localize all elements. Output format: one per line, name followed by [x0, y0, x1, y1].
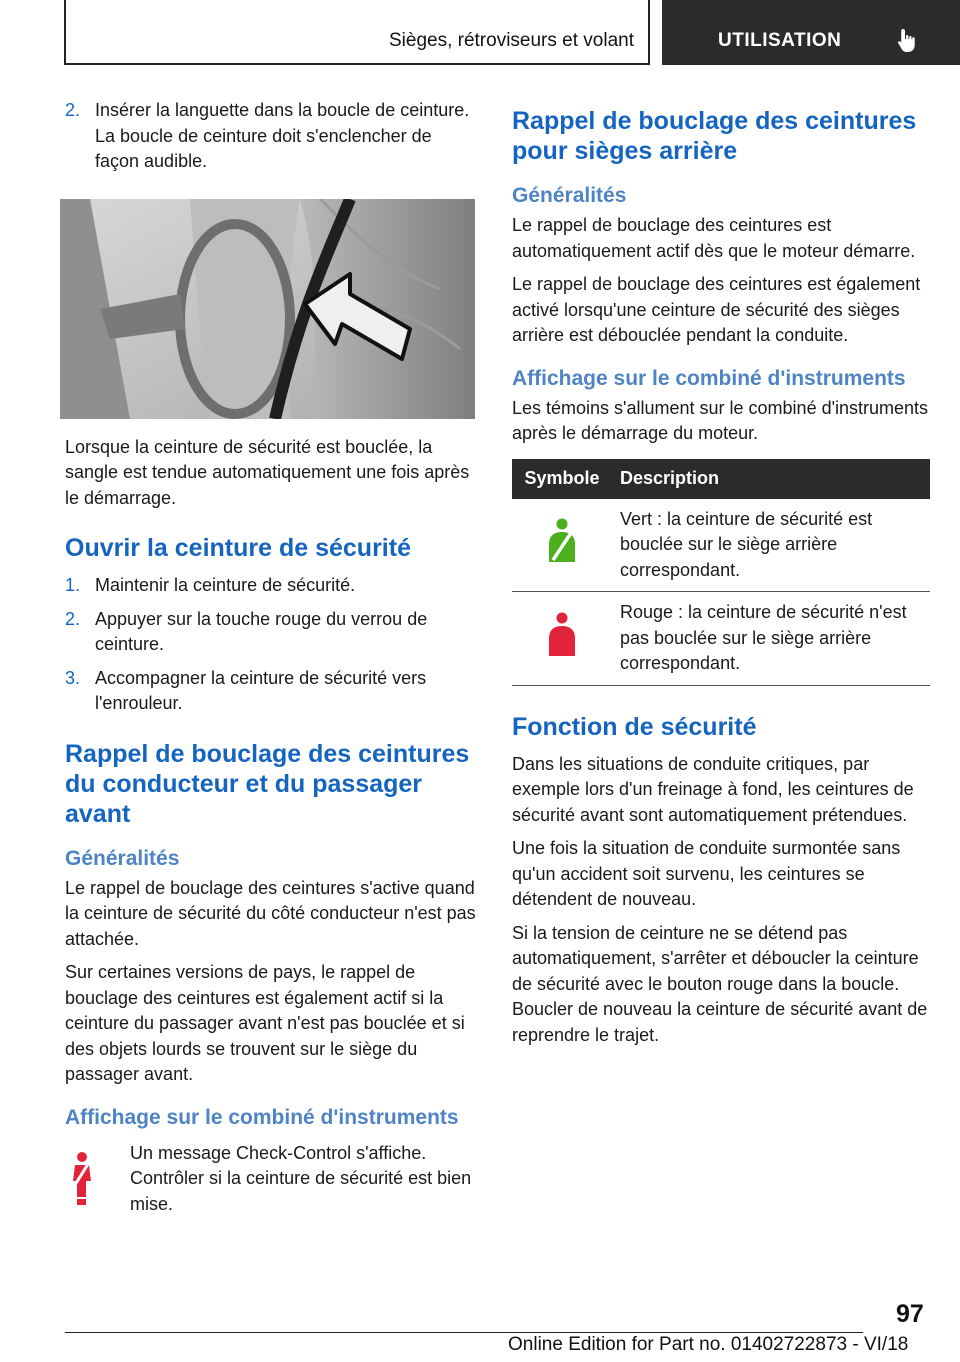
- step-text: Maintenir la ceinture de sécurité.: [95, 575, 356, 595]
- red-seatbelt-unfastened-icon: [545, 612, 579, 658]
- header-chapter-tab[interactable]: [662, 0, 960, 65]
- header-rule: [65, 63, 650, 65]
- header-section-title: Sièges, rétroviseurs et volant: [388, 30, 634, 51]
- safety-paragraph-1: Dans les situations de conduite critiques, par exemple lors d'un freinage à fond, les ceintures de sécurité avant sont automatiquement prétendues.: [512, 753, 914, 825]
- safety-paragraph-2: Une fois la situation de conduite surmontée sans qu'un accident soit survenu, les ceintures se détendent de nouveau.: [512, 838, 901, 909]
- table-row: [512, 592, 930, 686]
- step-number: 2.: [65, 100, 81, 120]
- safety-paragraph-3: Si la tension de ceinture ne se détend pas automatiquement, s'arrêter et déboucler la ceinture de sécurité avec le bouton rouge dans la boucle. Boucler de nouveau la ceinture de sécurité avant de reprendre le trajet.: [512, 922, 928, 1045]
- front-general-heading: Généralités: [65, 846, 180, 870]
- symbol-cell: [512, 592, 612, 686]
- insert-step: [65, 98, 480, 175]
- step-text: Insérer la languette dans la boucle de ceinture. La boucle de ceinture doit s'enclencher de façon audible.: [95, 100, 470, 171]
- symbol-cell: [512, 499, 612, 592]
- right-column: [512, 98, 930, 1056]
- front-general-paragraph-1: Le rappel de bouclage des ceintures s'active quand la ceinture de sécurité du côté conducteur n'est pas attachée.: [65, 877, 476, 949]
- open-step: [65, 607, 480, 658]
- icon-cell: [65, 1141, 130, 1218]
- symbol-table: [512, 459, 930, 686]
- step-number: 2.: [65, 608, 81, 629]
- description-cell: Rouge : la ceinture de sécurité n'est pas bouclée sur le siège arrière correspondant.: [612, 592, 930, 686]
- description-cell: Vert : la ceinture de sécurité est bouclée sur le siège arrière correspondant.: [612, 499, 930, 592]
- table-header-row: [512, 459, 930, 499]
- red-seatbelt-warning-icon: [65, 1151, 95, 1207]
- rear-general-heading: Généralités: [512, 184, 627, 207]
- step-number: 3.: [65, 667, 81, 688]
- footer-rule: [65, 1332, 863, 1333]
- hand-pointer-icon: [894, 26, 922, 54]
- front-general-paragraph-2: Sur certaines versions de pays, le rappel de bouclage des ceintures est également actif si la ceinture du passager avant n'est pas bouclée et si des objets lourds se trouvent sur le siège du passager avant.: [65, 962, 465, 1084]
- header-divider: [648, 0, 650, 65]
- header-chapter-label: UTILISATION: [718, 30, 842, 51]
- safety-heading: Fonction de sécurité: [512, 712, 757, 741]
- step-text: Appuyer sur la touche rouge du verrou de ceinture.: [95, 608, 428, 654]
- rear-general-paragraph-1: Le rappel de bouclage des ceintures est automatiquement actif dès que le moteur démarre.: [512, 215, 916, 261]
- rear-display-heading: Affichage sur le combiné d'instruments: [512, 366, 906, 390]
- front-display-heading: Affichage sur le combiné d'instruments: [65, 1105, 459, 1129]
- table-row: [512, 499, 930, 592]
- rear-reminder-heading: Rappel de bouclage des ceintures pour sièges arrière: [512, 107, 917, 165]
- check-control-text: Un message Check-Control s'affiche. Contrôler si la ceinture de sécurité est bien mise.: [130, 1142, 472, 1214]
- seatbelt-photo-illustration: [60, 199, 475, 419]
- tension-paragraph: Lorsque la ceinture de sécurité est bouclée, la sangle est tendue automatiquement une fois après le démarrage.: [65, 436, 470, 508]
- seatbelt-buckle-photo: [60, 199, 475, 419]
- open-step: [65, 666, 480, 717]
- check-control-row: [65, 1141, 480, 1218]
- open-belt-heading: Ouvrir la ceinture de sécurité: [65, 534, 411, 562]
- symbol-column-header: Symbole: [512, 459, 612, 499]
- open-step: [65, 573, 480, 599]
- footer-edition: Online Edition for Part no. 01402722873 - VI/18: [508, 1334, 909, 1355]
- green-seatbelt-fastened-icon: [545, 518, 579, 564]
- left-column: [65, 98, 480, 1217]
- page-number: 97: [896, 1300, 924, 1328]
- rear-display-paragraph: Les témoins s'allument sur le combiné d'instruments après le démarrage du moteur.: [512, 397, 929, 443]
- step-text: Accompagner la ceinture de sécurité vers l'enrouleur.: [95, 667, 427, 713]
- rear-general-paragraph-2: Le rappel de bouclage des ceintures est également activé lorsqu'une ceinture de sécurité des sièges arrière est débouclée pendant la conduite.: [512, 274, 921, 345]
- front-reminder-heading: Rappel de bouclage des ceintures du conducteur et du passager avant: [65, 739, 470, 828]
- header-left-border: [64, 0, 66, 65]
- description-column-header: Description: [612, 459, 930, 499]
- step-number: 1.: [65, 575, 81, 595]
